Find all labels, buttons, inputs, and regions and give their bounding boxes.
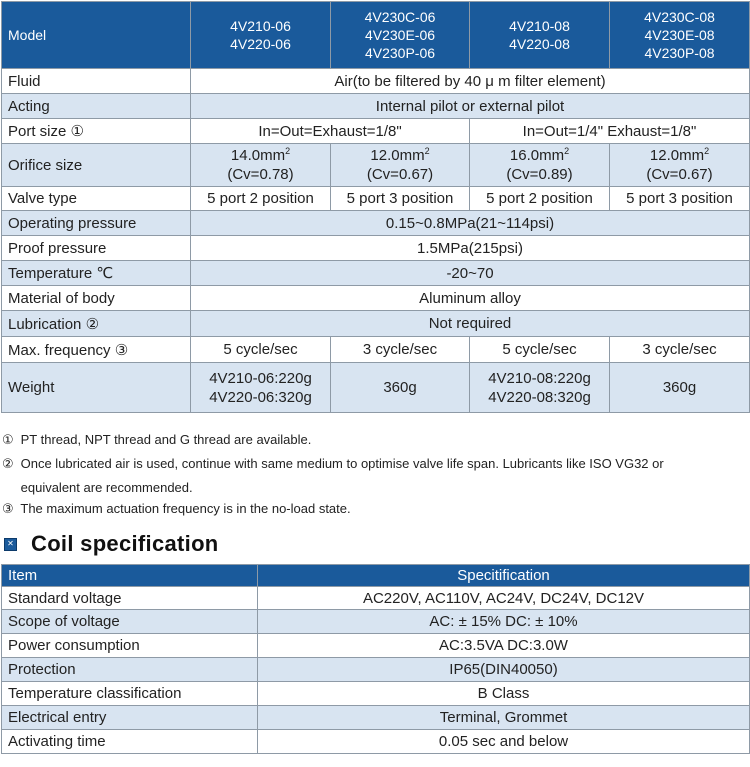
orifice-label: Orifice size — [2, 144, 191, 187]
coil-row — [2, 610, 750, 634]
coil-row — [2, 682, 750, 706]
temperature-label: Temperature — [8, 265, 93, 282]
acting-label: Acting — [2, 94, 191, 119]
weight-cell: 360g — [610, 363, 750, 413]
temperature-row — [2, 261, 750, 286]
acting-row — [2, 94, 750, 119]
orifice-cell: $12.0mm^2$ (Cv=0.67) — [610, 144, 750, 187]
material-label: Material of body — [2, 286, 191, 311]
footnote-mark: ③ — [2, 501, 14, 516]
coil-item: Activating time — [2, 730, 258, 754]
fluid-label: Fluid — [2, 69, 191, 94]
valve-type-row — [2, 187, 750, 211]
note-mark-1: ① — [70, 123, 84, 140]
coil-section-title: Coil specification — [31, 531, 219, 556]
footnote-2-cont — [2, 480, 193, 495]
coil-row — [2, 634, 750, 658]
orifice-row — [2, 144, 750, 187]
valve-type-cell: 5 port 3 position — [331, 187, 470, 211]
valve-type-label: Valve type — [2, 187, 191, 211]
section-bullet-icon: ✕ — [4, 538, 17, 551]
port-size-label: Port size — [8, 123, 67, 140]
frequency-cell: 5 cycle/sec — [470, 337, 610, 363]
proof-pressure-label: Proof pressure — [2, 236, 191, 261]
operating-pressure-label: Operating pressure — [2, 211, 191, 236]
footnote-2 — [2, 456, 664, 472]
acting-value: Internal pilot or external pilot — [191, 94, 750, 119]
orifice-cell: $14.0mm^2$ (Cv=0.78) — [191, 144, 331, 187]
temperature-value: -20~70 — [191, 261, 750, 286]
frequency-cell: 5 cycle/sec — [191, 337, 331, 363]
weight-cell: 4V210-08:220g 4V220-08:320g — [470, 363, 610, 413]
coil-spec: Terminal, Grommet — [258, 706, 750, 730]
valve-spec-table — [1, 1, 750, 413]
frequency-cell: 3 cycle/sec — [610, 337, 750, 363]
weight-row — [2, 363, 750, 413]
operating-pressure-value: 0.15~0.8MPa(21~114psi) — [191, 211, 750, 236]
valve-type-cell: 5 port 3 position — [610, 187, 750, 211]
valve-type-cell: 5 port 2 position — [470, 187, 610, 211]
coil-item-header: Item — [2, 565, 258, 587]
coil-section-heading — [4, 530, 219, 558]
temperature-unit: ℃ — [96, 265, 114, 282]
coil-item: Protection — [2, 658, 258, 682]
footnote-mark: ① — [2, 432, 14, 447]
material-value: Aluminum alloy — [191, 286, 750, 311]
max-frequency-label-cell — [2, 337, 191, 363]
footnote-3 — [2, 501, 351, 517]
lubrication-label-cell — [2, 311, 191, 337]
model-col-3: 4V210-08 4V220-08 — [470, 2, 610, 69]
max-frequency-row — [2, 337, 750, 363]
model-col-2: 4V230C-06 4V230E-06 4V230P-06 — [331, 2, 470, 69]
temperature-label-cell — [2, 261, 191, 286]
coil-row — [2, 730, 750, 754]
header-row — [2, 2, 750, 69]
coil-spec: AC220V, AC110V, AC24V, DC24V, DC12V — [258, 587, 750, 610]
port-size-label-cell — [2, 119, 191, 144]
coil-item: Power consumption — [2, 634, 258, 658]
coil-spec: 0.05 sec and below — [258, 730, 750, 754]
footnote-text: Once lubricated air is used, continue with same medium to optimise valve life span. Lubricants like ISO VG32 or — [20, 456, 664, 471]
note-mark-2: ② — [85, 315, 100, 333]
coil-item: Scope of voltage — [2, 610, 258, 634]
proof-pressure-value: 1.5MPa(215psi) — [191, 236, 750, 261]
model-col-4: 4V230C-08 4V230E-08 4V230P-08 — [610, 2, 750, 69]
operating-pressure-row — [2, 211, 750, 236]
coil-row — [2, 706, 750, 730]
port-size-value-08: In=Out=1/4" Exhaust=1/8" — [470, 119, 750, 144]
proof-pressure-row — [2, 236, 750, 261]
coil-item: Electrical entry — [2, 706, 258, 730]
valve-type-cell: 5 port 2 position — [191, 187, 331, 211]
footnote-mark: ② — [2, 456, 14, 471]
orifice-cell: $12.0mm^2$ (Cv=0.67) — [331, 144, 470, 187]
coil-spec: IP65(DIN40050) — [258, 658, 750, 682]
note-mark-3: ③ — [114, 341, 129, 359]
footnote-text: equivalent are recommended. — [20, 480, 193, 495]
model-col-1: 4V210-06 4V220-06 — [191, 2, 331, 69]
fluid-value: Air(to be filtered by 40 μ m filter element) — [191, 69, 750, 94]
coil-item: Standard voltage — [2, 587, 258, 610]
coil-spec-table — [1, 564, 750, 754]
fluid-row — [2, 69, 750, 94]
lubrication-value: Not required — [191, 311, 750, 337]
weight-cell: 4V210-06:220g 4V220-06:320g — [191, 363, 331, 413]
coil-row — [2, 587, 750, 610]
port-size-value-06: In=Out=Exhaust=1/8" — [191, 119, 470, 144]
lubrication-label: Lubrication — [8, 315, 82, 333]
coil-spec: AC:3.5VA DC:3.0W — [258, 634, 750, 658]
coil-header-row — [2, 565, 750, 587]
coil-spec: B Class — [258, 682, 750, 706]
frequency-cell: 3 cycle/sec — [331, 337, 470, 363]
coil-spec: AC: ± 15% DC: ± 10% — [258, 610, 750, 634]
model-label: Model — [2, 2, 191, 69]
coil-row — [2, 658, 750, 682]
coil-item: Temperature classification — [2, 682, 258, 706]
port-size-row — [2, 119, 750, 144]
weight-label: Weight — [2, 363, 191, 413]
material-row — [2, 286, 750, 311]
footnote-1 — [2, 432, 311, 448]
coil-spec-header: Specitification — [258, 565, 750, 587]
max-frequency-label: Max. frequency — [8, 341, 111, 359]
lubrication-row — [2, 311, 750, 337]
footnote-text: The maximum actuation frequency is in the no-load state. — [20, 501, 351, 516]
footnote-text: PT thread, NPT thread and G thread are available. — [20, 432, 312, 447]
orifice-cell: $16.0mm^2$ (Cv=0.89) — [470, 144, 610, 187]
weight-cell: 360g — [331, 363, 470, 413]
